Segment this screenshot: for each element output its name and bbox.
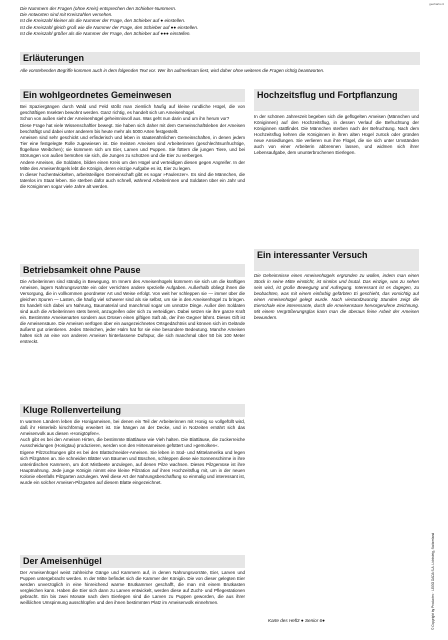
section-heading-erlaeuterungen: Erläuterungen (20, 52, 420, 65)
footer-caption: Karte des Heftz ● Senior 6● (268, 618, 325, 623)
section-heading-betriebsamkeit: Betriebsamkeit ohne Pause (20, 264, 245, 277)
paragraph: Die Geheimnisse eines Ameisenhügels ergründen zu wollen, indem man einen Stock in seine Mitte einsticht, ist sinnlos und brutal. Das einzige, was zu sehen sein wird, ist große Bewegung und Aufregung. Interessant ist es dagegen, zu beobachten, was mit einem einfarbig gefärbten Ei geschieht, das vorsichtig auf einen Ameisenhügel gelegt wurde. Nach viertundzwanzig Stunden zeigt die Eierschale eine interessante, durch die Ameisensäure hervorgerufene Zeichnung. Mit einem Vergrößerungsglas kann man die überaus feine Arbeit der Ameisen bewundern. (254, 273, 419, 320)
paragraph: Schon von außen sieht der Ameisenhügel geheimnisvoll aus. Was geht nun darin und um ihn herum vor? (20, 116, 230, 122)
paragraph: Eigene Pilzzüchtungen gibt es bei den Blattschneider-Ameisen. Sie leben in Süd- und Mittelamerika und legen sich Pilzgärten an. Sie schneiden Blätter von Bäumen und Büschen, schleppen diese wie Sonnenschirme in ihre unterirdischen Kammern, um dort Mistbeete anzulegen, auf denen Pilze wachsen. Dieses Pilzgemüse ist ihre Hauptnahrung. Jede junge Königin nimmt eine kleine Pilzration auf ihren Hochzeitsflug mit, um in der neuen Kolonie ebenfalls Pilzgarten anzulegen. Weil diese Art der Nahrungsbeschaffung so einmalig und interessant ist, wurde ein solcher Ameisen-Pilzgarten auf diesem Blatte eingezeichnet. (20, 449, 245, 485)
intro-line: Ist die Kreiszahl gleich groß wie die Nummer der Frage, den Schieber auf ●● einstellen. (20, 24, 199, 30)
intro-line: Ist die Kreiszahl größer als die Nummer der Frage, den Schieber auf ●●● einstellen. (20, 30, 191, 36)
section-body-betriebsamkeit (20, 279, 245, 397)
intro-line: Die Nummern der Fragen (ohne Kreis) entsprechen den Schieber-Nummern. (20, 6, 177, 11)
paragraph: Die Arbeiterinnen sind ständig in Bewegung. Im Innern des Ameisenhügels kümmern sie sich um die künftigen Ameisen, lagern Nahrungsvorräte ein oder verrichten andere spezielle Aufgaben. Außerhalb obliegt ihnen die Versorgung, die in vollkommen geordneter Art und Weise erfolgt. Von weit her schleppen sie — immer über die gleichen Spuren — Lasten, die häufig viel schwerer sind als sie selbst, um sie in den Ameisenhügel zu bringen. Es handelt sich dabei um Nahrung, Baumaterial und manchmal sogar um unnütze Dinge. Außer den Soldaten sind auch die Arbeiterinnen stets bereit, anzugreifen oder sich zu verteidigen. Dabei setzen sie ihre ganze Kraft ein. Bestimmte Ameisenarten sondern aus Drüsen einen giftigen Saft ab, der ihre Gegner lähmt. Dieses Gift ist die Ameisensäure. Die Ameisen verfügen über ein ausgezeichnetes Ortsgedächtnis und können sich im Gelände äußerst gut orientieren. Jedes Steinchen, jeder Halm hat für sie eine besondere Bedeutung. Manche Ameisen halten sich an eine von anderen Ameisen hinterlassene Duftspur, die sich manchmal über 50 bis 100 Meter erstreckt. (20, 279, 245, 344)
section-heading-hochzeitsflug: Hochzeitsflug und Fortpflanzung (254, 89, 419, 111)
section-body-hochzeitsflug (254, 114, 419, 244)
copyright-side-note (431, 480, 439, 630)
paragraph: In der schönen Jahreszeit begeben sich die geflügelten Ameisen (Männchen und Königinnen) auf den Hochzeitsflug, in dessen Verlauf die Befruchtung der Königinnen stattfindet. Die Männchen sterben nach der Befruchtung. Nach dem Hochzeitsflug kehren die Königinnen in ihren alten Hügel zurück oder gründen neue Ansiedlungen. Sie verlieren nun ihre Flügel, die sie sich unter Umständen auch von einer Arbeiterin abbrennen lassen, und widmen sich ihrer Lebensaufgabe, dem ununterbrochenen Eierlegen. (254, 114, 419, 155)
intro-line: Ist die Kreiszahl kleiner als die Nummer der Frage, den Schieber auf ● einstellen. (20, 18, 186, 24)
erlaeuterungen-text (20, 68, 420, 74)
paragraph: Ameisen sind sehr geschickt und erfinderisch und leben in staatenähnlichen Gemeinschaften, in denen jedem Tier eine festgelegte Rolle zugewiesen ist. Die meisten Ameisen sind Arbeiterinnen (geschlechtsunfruchtige, flügellose Weibchen); sie kümmern sich um Eier, Larven und Puppen. Sie füttern die jungen Tiere, und bei Störungen von außen bemühen sie sich, die Jungen zu schützen und die Eier zu verbergen. (20, 135, 245, 159)
paragraph: In dieser hochentwickelten, arbeitsteiligen Gemeinschaft gibt es sogar »Faulenzer«. Es sind die Männchen, die tatenlos im Staat leben. Sie sterben dafür auch schnell, während Arbeiterinnen und Soldaten über ein Jahr und die Königinnen sogar viele Jahre alt werden. (20, 171, 245, 189)
section-heading-rollenverteilung: Kluge Rollenverteilung (20, 404, 245, 417)
copyright-text: © Copyright by Productec · LEGO DADA S.A. Lichtsteig, Switzerland (431, 532, 435, 630)
paragraph: Bei Spaziergängen durch Wald und Feld stößt man ziemlich häufig auf kleine rundliche Hügel, die von geschäftigen Insekten bewohnt werden. Ganz richtig, es handelt sich um Ameisenhügel. (20, 104, 245, 115)
paragraph: In warmen Ländern leben die Honigameisen, bei denen ein Teil der Arbeiterinnen mit Honig so vollgefüllt wird, daß ihr Hinterleib kirschförmig erweitert ist. Sie hängen an der Decke, und in Notzeiten ernährt sich das Ameisenvolk aus diesen »Honigtöpfen«. (20, 419, 245, 436)
section-heading-ameisenhuegel: Der Ameisenhügel (20, 555, 245, 568)
paragraph: Auch gibt es bei den Ameisen Hirten, die bestimmte Blattläuse wie Vieh halten. Die Blattläuse, die zuckerreiche Ausscheidungen (Honigtau) produzieren, werden von den Hirtenameisen gefüttert und »gemolken«. (20, 437, 245, 449)
paragraph: Alle vorstehenden Begriffe kommen auch in dem folgenden Text vor. Wer ihn aufmerksam liest, wird daher ohne weiteres die Fragen richtig beantworten. (20, 68, 325, 73)
section-heading-gemeinwesen: Ein wohlgeordnetes Gemeinwesen (20, 89, 245, 102)
section-body-versuch (254, 273, 419, 389)
paragraph: Der Ameisenhügel weist zahlreiche Gänge und Kammern auf, in denen Nahrungsvorräte, Eier, Larven und Puppen untergebracht werden. In der Mitte befindet sich die Kammer der Königin. Die von dieser gelegten Eier werden unverzüglich in eine hinreichend warme Brutkammer geschafft, die man mit einem Brutkasten vergleichen kann. Haben die Eier sich dann zu Larven entwickelt, werden diese auf Zucht- und Pflegestationen gebracht. Ein bis zwei Monate nach dem Eierlegen sind die Larven zu Puppen geworden, die aus ihrer weißlichen Umspinnung ausschlüpfen und den ihnen bestimmten Platz im Ameisenvolk einnehmen. (20, 570, 245, 605)
section-body-ameisenhuegel (20, 570, 245, 632)
section-body-rollenverteilung (20, 419, 245, 547)
paragraph: Diese Frage hat viele Wissenschaftler bewegt. Sie haben sich daher mit dem Gemeinschaftsleben der Ameisen beschäftigt und dabei unter anderem bis heute mehr als 5000 Arten festgestellt. (20, 122, 245, 134)
intro-line: Die Antworten sind mit Kreiszahlen versehen. (20, 12, 113, 18)
paragraph: Andere Ameisen, die Soldaten, bilden einen Kreis um den Hügel und verteidigen diesen gegen Angreifer. In der Mitte des Ameisenhügels lebt die Königin, deren einzige Aufgabe es ist, Eier zu legen. (20, 159, 245, 171)
intro-instructions (20, 6, 420, 37)
section-heading-versuch: Ein interessanter Versuch (254, 249, 419, 271)
section-body-gemeinwesen (20, 104, 245, 254)
corner-note: geoharts.nl (429, 2, 444, 6)
